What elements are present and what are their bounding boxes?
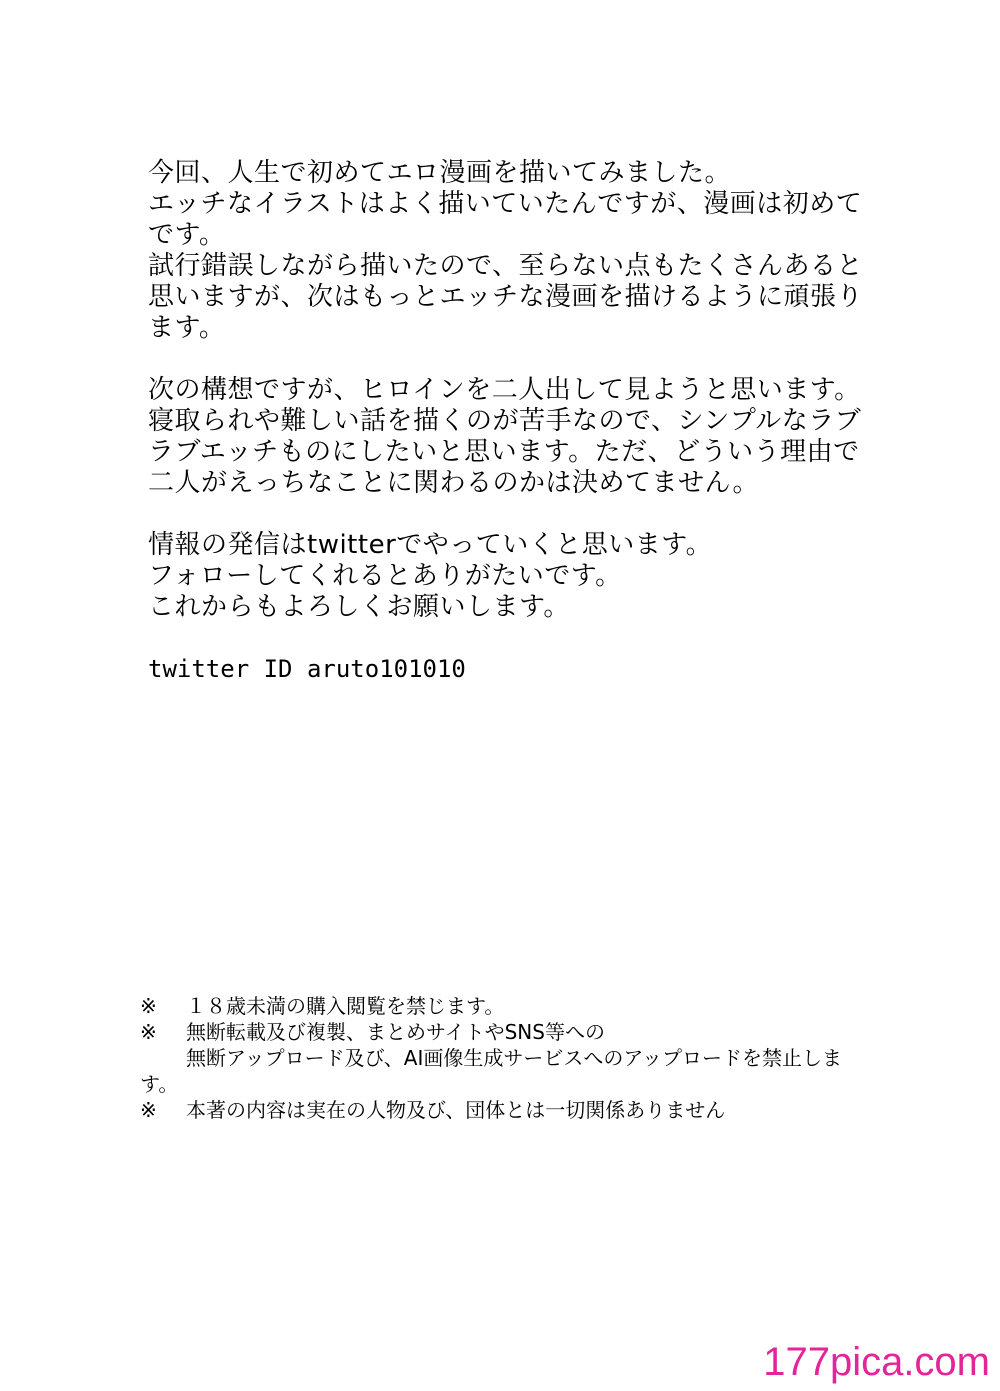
notice-no-upload: 無断アップロード及び、AI画像生成サービスへのアップロードを禁止しま [186, 1046, 842, 1070]
text-line: です。 [148, 220, 226, 250]
notice-no-reproduction: ※ 無断転載及び複製、まとめサイトやSNS等への [140, 1020, 605, 1044]
paragraph-info [148, 530, 848, 623]
text-line: エッチなイラストはよく描いていたんですが、漫画は初めて [148, 189, 863, 219]
paragraph-next-plan [148, 375, 862, 499]
reference-mark: ※ [140, 1020, 157, 1044]
text-line: フォローしてくれるとありがたいです。 [148, 561, 622, 591]
reference-mark: ※ [140, 994, 157, 1018]
notice-age-restriction: ※ １８歳未満の購入閲覧を禁じます。 [140, 994, 505, 1018]
text-line: 情報の発信はtwitterでやっていくと思います。 [148, 530, 713, 560]
notice-no-upload-end: す。 [140, 1072, 179, 1096]
site-watermark: 177pica.com [763, 1340, 990, 1384]
twitter-id: twitter ID aruto101010 [148, 655, 466, 683]
paragraph-first-manga [148, 158, 863, 344]
legal-notices [140, 993, 920, 1123]
text-line: これからもよろしくお願いします。 [148, 592, 570, 622]
text-line: ラブエッチものにしたいと思います。ただ、どういう理由で [148, 437, 860, 467]
text-line: 試行錯誤しながら描いたので、至らない点もたくさんあると [148, 251, 863, 281]
text-line: ます。 [148, 313, 226, 343]
reference-mark: ※ [140, 1098, 157, 1122]
text-line: 次の構想ですが、ヒロインを二人出して見ようと思います。 [148, 375, 861, 405]
text-line: 今回、人生で初めてエロ漫画を描いてみました。 [148, 158, 732, 188]
text-line: 寝取られや難しい話を描くのが苦手なので、シンプルなラブ [148, 406, 862, 436]
text-line: 二人がえっちなことに関わるのかは決めてません。 [148, 468, 760, 498]
text-line: 思いますが、次はもっとエッチな漫画を描けるように頑張り [148, 282, 863, 312]
notice-fiction-disclaimer: ※ 本著の内容は実在の人物及び、団体とは一切関係ありません [140, 1098, 726, 1122]
afterword [148, 158, 863, 685]
